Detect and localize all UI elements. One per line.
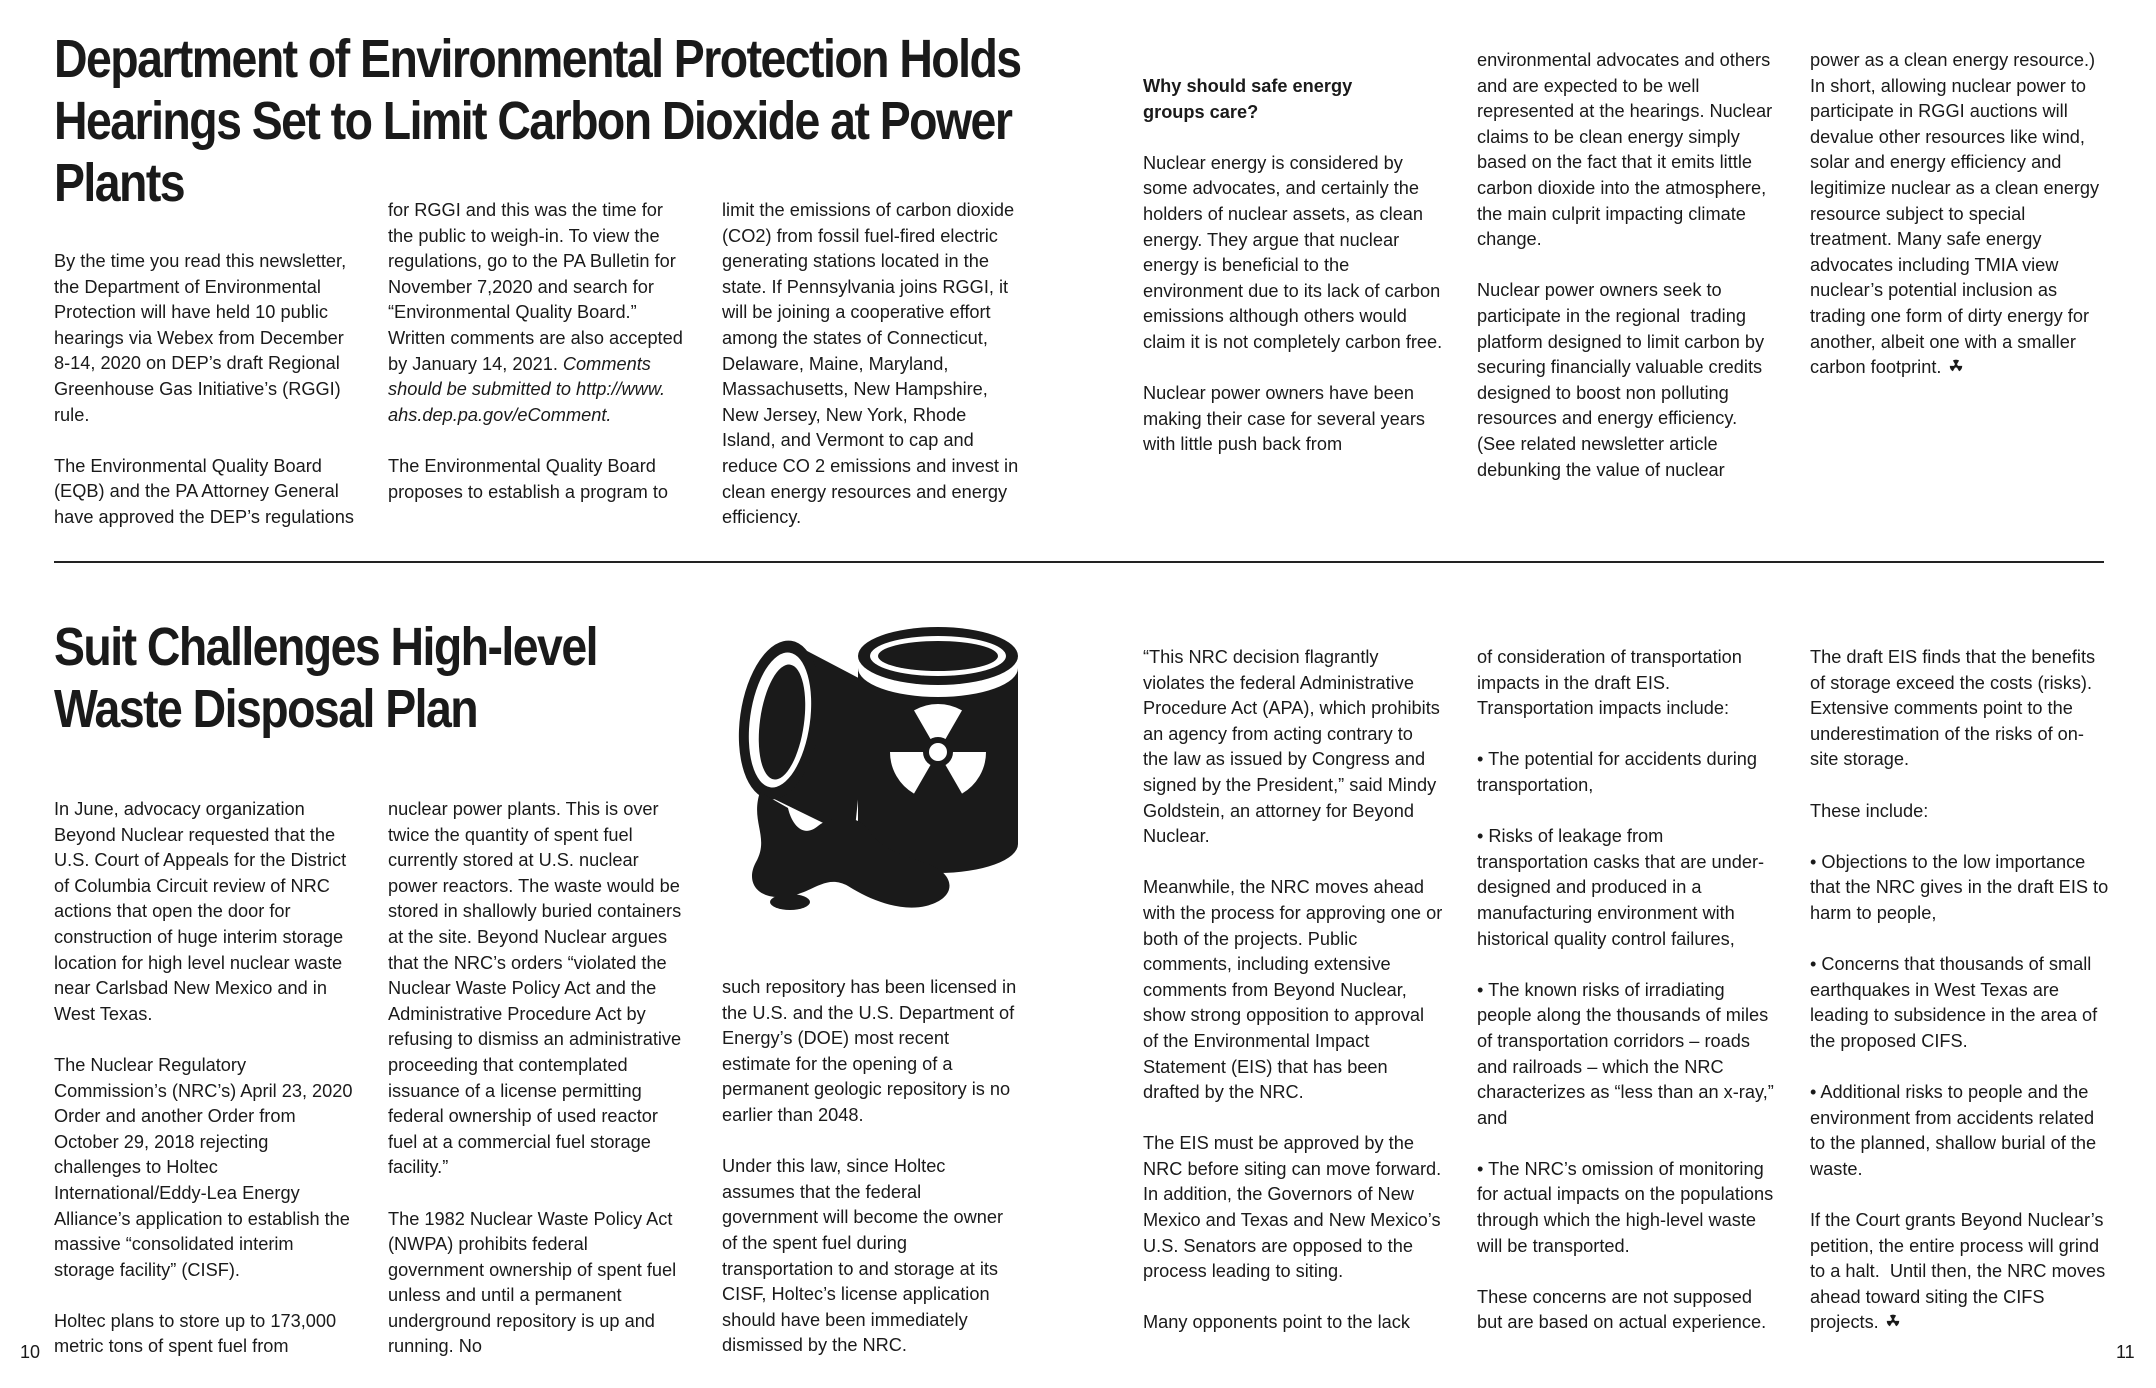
text-run: If the Court grants Beyond Nuclear’s petition, the entire process will grind to a halt. Until then, the NRC moves ahead toward siting the CIFS projects. [1810,1210,2111,1333]
text-run: power as a clean energy resource.) In short, allowing nuclear power to participate in RGGI auctions will devalue other resources like wind, solar and energy efficiency and legitimize nuclear as a clean energy resource subject to special treatment. Many safe energy advocates including TMIA view nuclear’s potential inclusion as trading one form of dirty energy for another, albeit one with a smaller carbon footprint. [1810,50,2105,378]
article1-column-4 [1143,74,1446,458]
article2-headline: Suit Challenges High-level Waste Disposal Plan [54,617,597,740]
article1-column-6 [1810,48,2110,381]
radiation-trefoil-icon [1884,1312,1902,1328]
article2-column-1 [54,797,358,1360]
paragraph: The Environmental Quality Board (EQB) and the PA Attorney General have approved the DEP’s regulations [54,455,354,527]
paragraph: such repository has been licensed in the U.S. and the U.S. Department of Energy’s (DOE) most recent estimate for the opening of a permanent geologic repository is no earlier than 2048. [722,977,1022,1125]
article2-column-4 [1143,645,1448,1336]
comment-url-text: Comments should be submitted to http://www. ahs.dep.pa.gov/eComment. [388,353,671,425]
radioactive-barrel-spill-icon [730,612,1030,932]
list-item: • The potential for accidents during transportation, [1477,749,1763,795]
radiation-trefoil-icon [1947,357,1965,373]
paragraph: The Environmental Quality Board proposes to establish a program to [388,455,669,502]
paragraph: In June, advocacy organization Beyond Nuclear requested that the U.S. Court of Appeals for the District of Columbia Circuit review of NRC actions that open the door for construction of huge interim storage location for high level nuclear waste near Carlsbad New Mexico and in West Texas. [54,799,352,1024]
paragraph: limit the emissions of carbon dioxide (CO2) from fossil fuel-fired electric generating stations located in the state. If Pennsylvania joins RGGI, it will be joining a cooperative effort among the states of Connecticut, Delaware, Maine, Maryland, Massachusetts, New Hampshire, New Jersey, New York, Rhode Island, and Vermont to cap and reduce CO 2 emissions and invest in clean energy resources and energy efficiency. [722,200,1024,528]
paragraph: The EIS must be approved by the NRC before siting can move forward. In addition, the Governors of New Mexico and Texas and New Mexico’s U.S. Senators are opposed to the process leading to siting. [1143,1133,1447,1282]
article1-column-3 [722,198,1022,531]
paragraph: These include: [1810,800,1929,821]
paragraph: environmental advocates and others and are expected to be well represented at the hearings. Nuclear claims to be clean energy simply based on the fact that it emits little carbon dioxide into the atmosphere, the main culprit impacting climate change. [1477,50,1778,250]
page-number-right: 11 [2116,1342,2135,1362]
text-run: for RGGI and this was the time for the public to weigh-in. To view the regulations, go to the PA Bulletin for November 7,2020 and search for “Environmental Quality Board.” Written comments are also accepted by January 14, 2021. [388,200,688,374]
paragraph: Meanwhile, the NRC moves ahead with the process for approving one or both of the projects. Public comments, including extensive comments from Beyond Nuclear, show strong opposition to approval of the Environmental Impact Statement (EIS) that has been drafted by the NRC. [1143,877,1448,1103]
paragraph [1810,48,2110,381]
article1-column-2 [388,198,688,505]
paragraph: The Nuclear Regulatory Commission’s (NRC’s) April 23, 2020 Order and another Order from October 29, 2018 rejecting challenges to Holtec International/Eddy-Lea Energy Alliance’s application to establish the massive “consolidated interim storage facility” (CISF). [54,1054,358,1280]
list-item: • The known risks of irradiating people along the thousands of miles of transportation corridors – roads and railroads – which the NRC characterizes as “less than an x-ray,” and [1477,979,1779,1128]
article1-headline: Department of Environmental Protection Holds Hearings Set to Limit Carbon Dioxide at Power Plants [54,29,1021,214]
paragraph: Under this law, since Holtec assumes that the federal government will become the owner of the spent fuel during transportation to and storage at its CISF, Holtec’s license application should have been immediately dismissed by the NRC. [722,1156,1009,1356]
paragraph [388,198,688,428]
paragraph [1810,1208,2110,1336]
paragraph: These concerns are not supposed but are based on actual experience. [1477,1286,1767,1333]
list-item: • Risks of leakage from transportation casks that are under-designed and produced in a manufacturing environment with historical quality control failures, [1477,826,1765,949]
list-item: • Objections to the low importance that the NRC gives in the draft EIS to harm to people, [1810,851,2114,923]
paragraph: Nuclear power owners seek to participate in the regional trading platform designed to limit carbon by securing financially valuable credits designed to boost non polluting resources and energy efficiency. (See related newsletter article debunking the value of nuclear [1477,280,1770,480]
list-item: • Concerns that thousands of small earthquakes in West Texas are leading to subsidence in the area of the proposed CIFS. [1810,954,2103,1051]
article1-column-1 [54,249,354,531]
paragraph: Holtec plans to store up to 173,000 metric tons of spent fuel from [54,1310,342,1357]
section-divider [54,561,2104,563]
subheading: Why should safe energy groups care? [1143,76,1358,122]
article2-column-5 [1477,645,1777,1336]
paragraph: Many opponents point to the lack [1143,1312,1410,1333]
paragraph: The 1982 Nuclear Waste Policy Act (NWPA) prohibits federal government ownership of spent fuel unless and until a permanent underground repository is up and running. No [388,1208,682,1357]
article2-column-6 [1810,645,2114,1336]
article1-column-5 [1477,48,1777,483]
article2-column-3 [722,975,1022,1359]
paragraph: “This NRC decision flagrantly violates the federal Administrative Procedure Act (APA), which prohibits an agency from acting contrary to the law as issued by Congress and signed by the President,” said Mindy Goldstein, an attorney for Beyond Nuclear. [1143,647,1445,847]
paragraph: of consideration of transportation impacts in the draft EIS. Transportation impacts include: [1477,647,1747,719]
list-item: • Additional risks to people and the environment from accidents related to the planned, shallow burial of the waste. [1810,1082,2102,1179]
article2-column-2 [388,797,688,1360]
paragraph: By the time you read this newsletter, the Department of Environmental Protection will have held 10 public hearings via Webex from December 8-14, 2020 on DEP’s draft Regional Greenhouse Gas Initiative’s (RGGI) rule. [54,251,352,425]
paragraph: Nuclear power owners have been making their case for several years with little push back from [1143,383,1431,455]
paragraph: nuclear power plants. This is over twice the quantity of spent fuel currently stored at U.S. nuclear power reactors. The waste would be stored in shallowly buried containers at the site. Beyond Nuclear argues that the NRC’s orders “violated the Nuclear Waste Policy Act and the Administrative Procedure Act by refusing to dismiss an administrative proceeding that contemplated issuance of a license permitting federal ownership of used reactor fuel at a commercial fuel storage facility.” [388,799,687,1178]
list-item: • The NRC’s omission of monitoring for actual impacts on the populations through which the high-level waste will be transported. [1477,1158,1779,1256]
page-number-left: 10 [20,1342,41,1362]
paragraph: The draft EIS finds that the benefits of storage exceed the costs (risks). Extensive comments point to the underestimation of the risks of on-site storage. [1810,647,2101,770]
paragraph: Nuclear energy is considered by some advocates, and certainly the holders of nuclear assets, as clean energy. They argue that nuclear energy is beneficial to the environment due to its lack of carbon emissions although others would claim it is not completely carbon free. [1143,152,1446,352]
